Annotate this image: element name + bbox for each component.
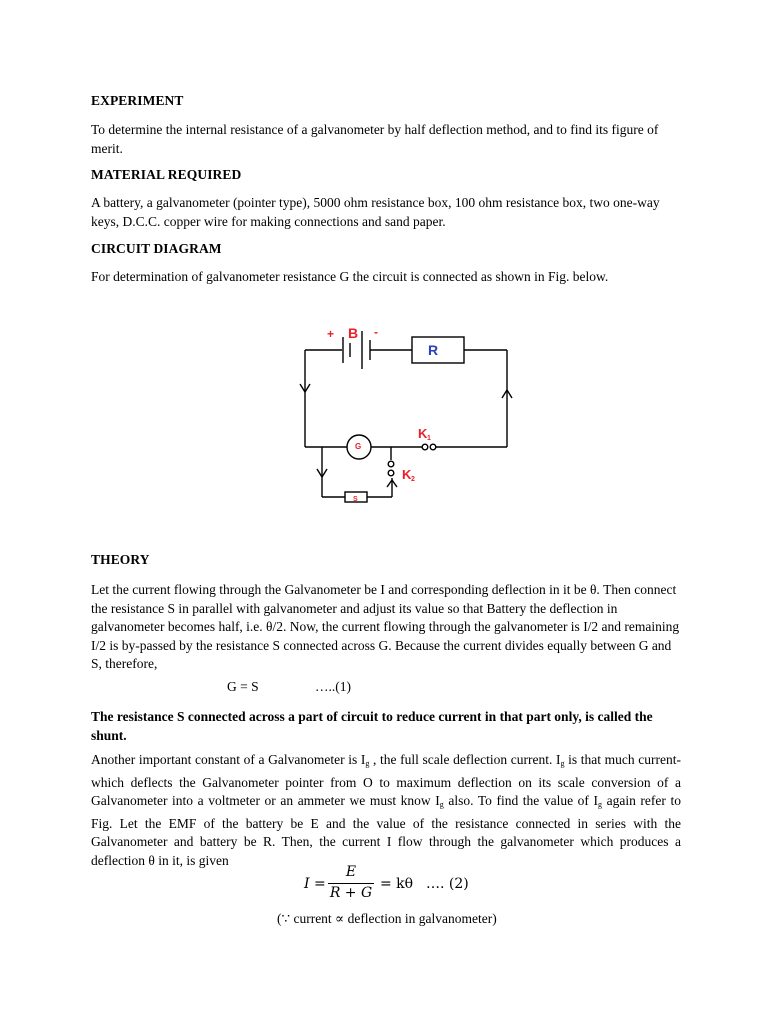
- equation-1: G = S: [227, 679, 259, 694]
- theory-heading: THEORY: [91, 552, 150, 567]
- circuit-heading: CIRCUIT DIAGRAM: [91, 241, 222, 256]
- equation-2-fraction: [328, 864, 374, 901]
- circuit-text: For determination of galvanometer resistance G the circuit is connected as shown in Fig. below.: [91, 269, 609, 284]
- theory-paragraph-1: Let the current flowing through the Galvanometer be I and corresponding deflection in it be θ. Then connect the resistance S in parallel with galvanometer and adjust its value so that Battery the deflection in galvanometer becomes half, i.e. θ/2. Now, the current flowing through the galvanometer is I/2 and remaining I/2 is by-passed by the resistance S connected across G. Because the current divides equally between G and S, therefore,: [91, 582, 680, 671]
- resistor-label: R: [428, 342, 439, 358]
- battery-minus-label: -: [374, 325, 378, 339]
- equation-2-numerator: E: [345, 864, 357, 880]
- shunt-label: S: [353, 496, 358, 503]
- material-text: A battery, a galvanometer (pointer type), 5000 ohm resistance box, 100 ohm resistance box, two one-way keys, D.C.C. copper wire for making connections and sand paper.: [91, 195, 660, 229]
- key1-subscript: 1: [427, 435, 431, 442]
- key1-label: K: [418, 426, 428, 441]
- material-heading: MATERIAL REQUIRED: [91, 167, 242, 182]
- equation-2-lhs: I =: [304, 876, 326, 892]
- key2-label: K: [402, 467, 412, 482]
- equation-2-rhs: = kθ: [380, 876, 414, 892]
- equation-2: [304, 864, 474, 908]
- key2-subscript: 2: [411, 476, 415, 483]
- battery-label: B: [348, 325, 359, 341]
- equation-2-number: …. (2): [426, 876, 469, 892]
- galvanometer-label: G: [355, 442, 362, 451]
- equation-1-number: …..(1): [315, 679, 351, 694]
- shunt-definition: The resistance S connected across a part of circuit to reduce current in that part only, is called the shunt.: [91, 709, 653, 743]
- battery-plus-label: +: [327, 327, 335, 341]
- experiment-text: To determine the internal resistance of a galvanometer by half deflection method, and to find its figure of merit.: [91, 122, 659, 156]
- proportionality-note: (∵ current ∝ deflection in galvanometer): [277, 911, 497, 926]
- equation-2-denominator: R + G: [329, 885, 373, 901]
- theory-paragraph-2: Another important constant of a Galvanometer is $I_g$ , the full scale deflection current. $I_g$ is that much current- which deflects the Galvanometer pointer from O to maximum deflection on its scale conversion of a Galvanometer into a voltmeter or an ammeter we must know $I_g$ also. To find the value of $I_g$ again refer to Fig. Let the EMF of the battery be E and the value of the resistance connected in series with the Galvanometer and battery be R. Then, the current I flow through the galvanometer which produces a deflection θ in it, is given: [91, 752, 682, 868]
- experiment-heading: EXPERIMENT: [91, 93, 184, 108]
